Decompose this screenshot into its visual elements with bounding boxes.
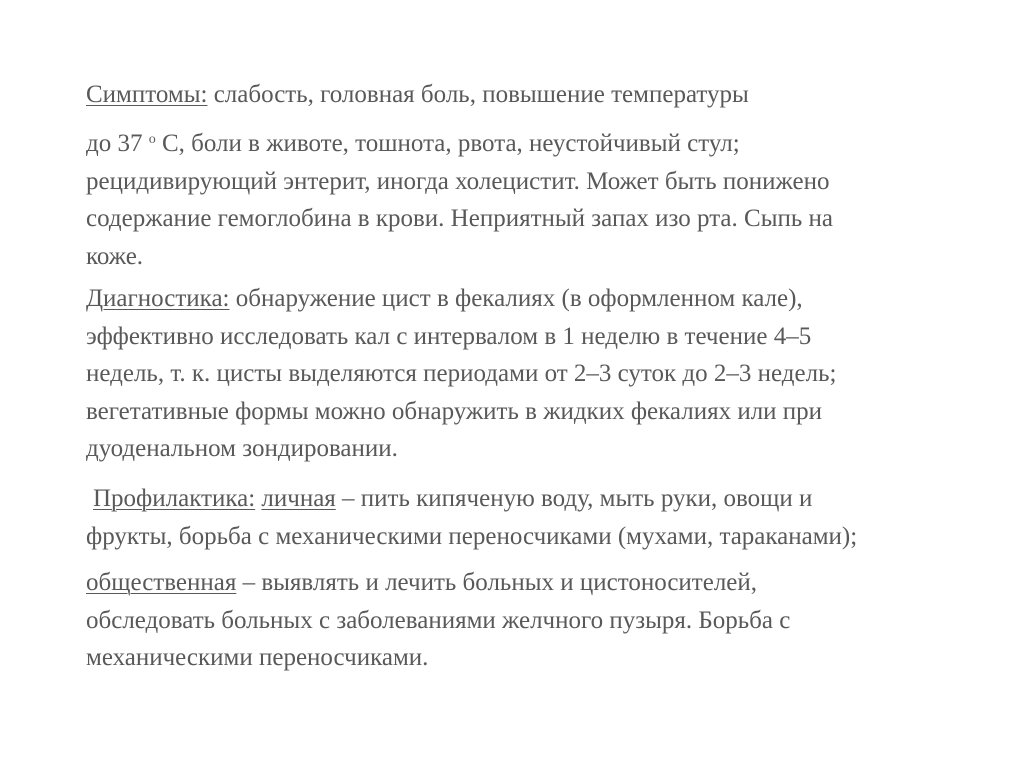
prevention-line1 xyxy=(86,480,857,518)
symptoms-line2-b: С, боли в животе, тошнота, рвота, неустойчивый стул; xyxy=(155,130,740,157)
public-prevention-paragraph xyxy=(86,564,790,677)
degree-superscript: о xyxy=(148,132,156,147)
symptoms-paragraph xyxy=(86,121,833,275)
symptoms-paragraph-line1 xyxy=(86,76,749,114)
prevention-line3 xyxy=(86,564,790,602)
prevention-heading: Профилактика: xyxy=(93,485,256,512)
diagnostics-line3: недель, т. к. цисты выделяются периодами от 2–3 суток до 2–3 недель; xyxy=(86,360,837,387)
diagnostics-line2: эффективно исследовать кал с интервалом в 1 неделю в течение 4–5 xyxy=(86,322,812,350)
prevention-line1-text: – пить кипяченую воду, мыть руки, овощи и xyxy=(335,485,813,512)
prevention-line4: обследовать больных с заболеваниями желчного пузыря. Борьба с xyxy=(86,606,791,634)
personal-prevention-label: личная xyxy=(261,485,336,512)
prevention-line2: фрукты, борьба с механическими переносчиками (мухами, тараканами); xyxy=(86,522,858,550)
diagnostics-line1 xyxy=(86,280,836,318)
symptoms-line3: рецидивирующий энтерит, иногда холецистит. Может быть понижено xyxy=(86,167,830,195)
symptoms-line2-a: до 37 xyxy=(86,130,149,157)
prevention-line5: механическими переносчиками. xyxy=(86,644,429,671)
diagnostics-line5: дуоденальном зондировании. xyxy=(86,435,398,462)
diagnostics-heading: Диагностика: xyxy=(86,285,230,312)
symptoms-line2 xyxy=(86,121,833,163)
diagnostics-paragraph xyxy=(86,280,836,468)
symptoms-heading: Симптомы: xyxy=(86,81,208,108)
diagnostics-line4: вегетативные формы можно обнаружить в жидких фекалиях или при xyxy=(86,397,823,425)
prevention-line3-text: – выявлять и лечить больных и цистоносителей, xyxy=(236,569,758,596)
public-prevention-label: общественная xyxy=(86,569,237,596)
prevention-paragraph xyxy=(86,480,857,555)
symptoms-line1-text: слабость, головная боль, повышение температуры xyxy=(207,81,749,108)
diagnostics-line1-text: обнаружение цист в фекалиях (в оформленном кале), xyxy=(229,285,803,312)
symptoms-line5: коже. xyxy=(86,242,144,270)
symptoms-line4: содержание гемоглобина в крови. Неприятный запах изо рта. Сыпь на xyxy=(86,205,834,232)
